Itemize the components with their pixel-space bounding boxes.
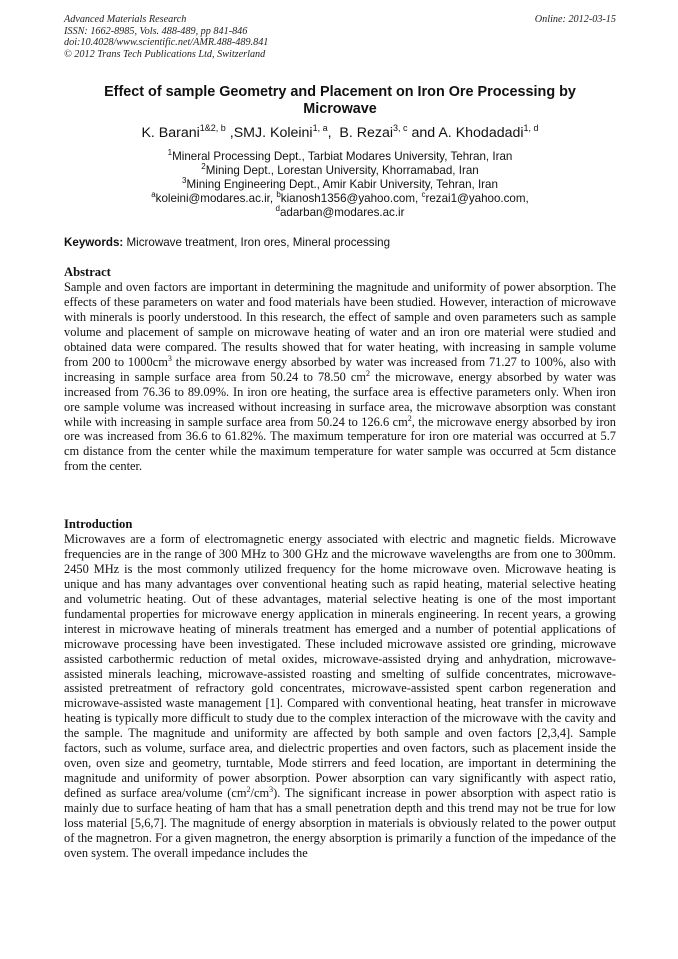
introduction-text: Microwaves are a form of electromagnetic energy associated with electric and magnetic fields. Microwave frequencies are in the range of 300 MHz to 300 GHz and the microwave wavelengths are from one to 300mm. 2450 MHz is the most commonly utilized frequency for the home microwave oven. Microwave heating is unique and has many advantages over conventional heating such as rapid heating, material selective heating and volumetric heating. Out of these advantages, material selective heating is one of the most important fundamental properties for microwave energy application in minerals engineering. In recent years, a growing interest in microwave heating of minerals treatment has emerged and a number of potential applications of microwave processing have been investigated. These included microwave assisted ore grinding, microwave assisted carbothermic reduction of metal oxides, microwave-assisted drying and anhydration, microwave-assisted minerals leaching, microwave-assisted roasting and smelting of sulfide concentrates, microwave-assisted pretreatment of refractory gold concentrates, microwave-assisted spent carbon regeneration and microwave-assisted waste management [1]. Compared with conventional heating, heat transfer in microwave heating is typically more difficult to study due to the complex interaction of the microwave with the cavity and the sample. The magnitude and uniformity are affected by both sample and oven factors [2,3,4]. Sample factors, such as volume, surface area, and dielectric properties and oven factors, such as placement inside the oven, oven size and geometry, turntable, Mode stirrers and feed location, are important in determining the magnitude and uniformity of power absorption. Power absorption can vary significantly with aspect ratio, defined as surface area/volume (cm bbox=[64, 531, 616, 801]
introduction-paragraph bbox=[64, 532, 616, 861]
title-line-2: Microwave bbox=[303, 101, 377, 117]
email-line bbox=[64, 206, 616, 220]
keywords-label: Keywords: bbox=[64, 236, 124, 249]
email-link[interactable]: koleini@modares.ac.ir, bbox=[155, 192, 277, 205]
doi-line: doi:10.4028/www.scientific.net/AMR.488-489.841 bbox=[64, 37, 269, 49]
abstract-section bbox=[64, 265, 616, 474]
email-superscript: a bbox=[151, 190, 156, 199]
superscript: 2 bbox=[407, 413, 412, 423]
superscript: 2 bbox=[366, 368, 371, 378]
keywords-text: Microwave treatment, Iron ores, Mineral processing bbox=[123, 236, 391, 249]
introduction-text: ). The significant increase in power absorption with aspect ratio is mainly due to surface heating of ham that has a small penetration depth and this trend may not be true for low loss material [5,6,7]. The magnitude of energy absorption in materials is obviously related to the power output of the magnetron. For a given magnetron, the energy absorption is primarily a function of the impedance of the oven system. The overall impedance includes the bbox=[64, 786, 616, 860]
affiliation-superscript: 2 bbox=[201, 162, 206, 171]
abstract-text: the microwave, energy absorbed by water was increased from 76.36 to 89.09%. In iron ore heating, the surface area is effective parameters only. When iron ore sample volume was increased without increasing in surface area, the microwave absorption was constant while with increasing in sample surface area from 50.24 to 126.6 cm bbox=[64, 369, 617, 429]
title-line-1: Effect of sample Geometry and Placement on Iron Ore Processing by bbox=[104, 84, 576, 100]
abstract-heading: Abstract bbox=[64, 265, 111, 279]
affiliation-text: Mining Engineering Dept., Amir Kabir University, Tehran, Iran bbox=[186, 178, 498, 191]
superscript: 3 bbox=[167, 353, 172, 363]
affiliation-text: Mineral Processing Dept., Tarbiat Modares University, Tehran, Iran bbox=[172, 150, 513, 163]
affiliations bbox=[64, 150, 616, 220]
author-name: K. Barani bbox=[141, 125, 200, 141]
keywords bbox=[64, 236, 616, 250]
journal-name: Advanced Materials Research bbox=[64, 14, 187, 25]
author-list bbox=[64, 125, 616, 142]
author-name: SMJ. Koleini bbox=[233, 125, 313, 141]
affiliation-superscript: 3 bbox=[182, 176, 187, 185]
author-name: B. Rezai bbox=[339, 125, 394, 141]
introduction-heading: Introduction bbox=[64, 517, 133, 531]
copyright-line: © 2012 Trans Tech Publications Ltd, Switzerland bbox=[64, 48, 266, 60]
running-header bbox=[64, 14, 616, 60]
email-superscript: d bbox=[275, 204, 280, 213]
email-link[interactable]: adarban@modares.ac.ir bbox=[279, 206, 405, 219]
author-name: A. Khodadadi bbox=[438, 125, 524, 141]
introduction-section bbox=[64, 517, 616, 861]
abstract-text: Sample and oven factors are important in determining the magnitude and uniformity of power absorption. The effects of these parameters on water and food materials have been studied. However, interaction of microwave with minerals is poorly understood. In this research, the effect of sample and oven parameters such as sample volume and placement of sample on microwave heating of water and an iron ore material were studied and obtained data were compared. The results showed that for water heating, with increasing in sample volume from 200 to 1000cm bbox=[64, 279, 616, 369]
author-superscript: 1&2, b bbox=[199, 123, 226, 133]
abstract-text: the microwave energy absorbed by water was increased from 71.27 to 100%, also with increasing in sample surface area from 50.24 to 78.50 cm bbox=[64, 354, 616, 384]
email-superscript: c bbox=[421, 190, 426, 199]
abstract-paragraph bbox=[64, 280, 616, 474]
paper-title bbox=[64, 84, 616, 118]
author-superscript: 1, d bbox=[523, 123, 539, 133]
email-link[interactable]: kianosh1356@yahoo.com, bbox=[280, 192, 422, 205]
author-superscript: 1, a bbox=[312, 123, 328, 133]
introduction-text: /cm bbox=[250, 786, 270, 801]
superscript: 2 bbox=[246, 785, 251, 795]
email-line bbox=[64, 192, 616, 206]
abstract-text: , the microwave energy absorbed by iron ore was increased from 36.6 to 61.82%. The maximum temperature for iron ore material was occurred at 5.7 cm distance from the center while the maximum temperature for water sample was occurred at 5cm distance from the center. bbox=[64, 414, 616, 474]
author-superscript: 3, c bbox=[393, 123, 408, 133]
email-link[interactable]: rezai1@yahoo.com, bbox=[425, 192, 529, 205]
affiliation-line bbox=[64, 150, 616, 164]
issn-line: ISSN: 1662-8985, Vols. 488-489, pp 841-846 bbox=[64, 25, 248, 37]
affiliation-superscript: 1 bbox=[167, 148, 173, 157]
email-superscript: b bbox=[276, 190, 281, 199]
affiliation-text: Mining Dept., Lorestan University, Khorramabad, Iran bbox=[205, 164, 479, 177]
affiliation-line bbox=[64, 178, 616, 192]
superscript: 3 bbox=[269, 785, 274, 795]
author-separator: and bbox=[407, 125, 439, 141]
affiliation-line bbox=[64, 164, 616, 178]
author-separator: , bbox=[327, 125, 340, 141]
author-separator: , bbox=[225, 125, 234, 141]
online-date: Online: 2012-03-15 bbox=[534, 14, 616, 25]
